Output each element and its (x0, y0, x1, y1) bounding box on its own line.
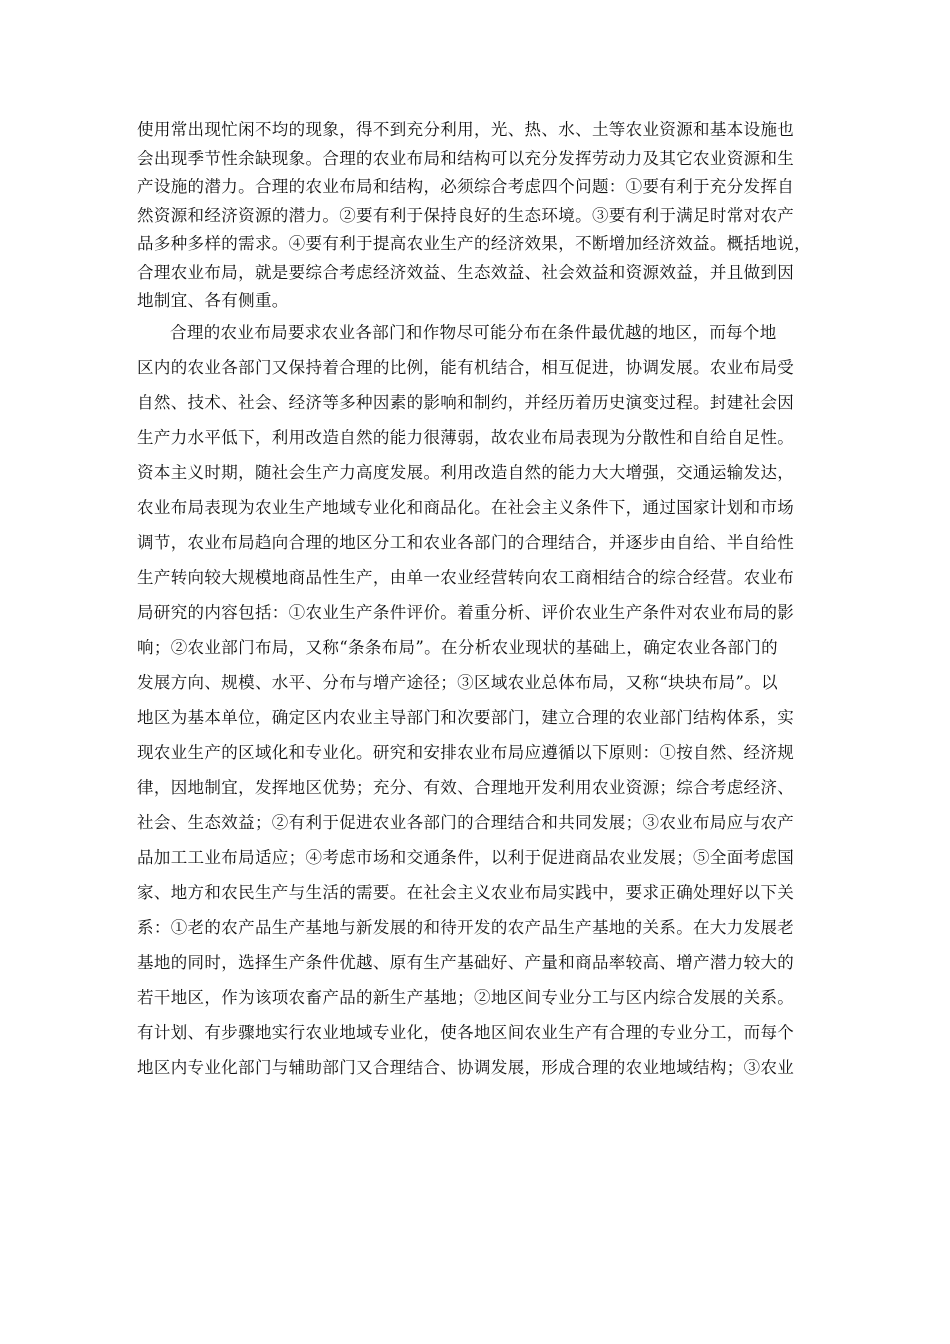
text-line: 律，因地制宜，发挥地区优势；充分、有效、合理地开发利用农业资源；综合考虑经济、 (137, 778, 795, 797)
text-line: 响；②农业部门布局，又称“条条布局”。在分析农业现状的基础上，确定农业各部门的 (137, 638, 779, 657)
text-line: 发展方向、规模、水平、分布与增产途径；③区域农业总体布局，又称“块块布局”。以 (137, 673, 779, 692)
text-line: 然资源和经济资源的潜力。②要有利于保持良好的生态环境。③要有利于满足时常对农产 (137, 206, 795, 225)
text-line: 品多种多样的需求。④要有利于提高农业生产的经济效果，不断增加经济效益。概括地说， (137, 234, 811, 253)
text-line: 资本主义时期，随社会生产力高度发展。利用改造自然的能力大大增强，交通运输发达， (137, 463, 795, 482)
text-line: 生产力水平低下，利用改造自然的能力很薄弱，故农业布局表现为分散性和自给自足性。 (137, 428, 795, 447)
text-line: 家、地方和农民生产与生活的需要。在社会主义农业布局实践中，要求正确处理好以下关 (137, 883, 795, 902)
text-line: 有计划、有步骤地实行农业地域专业化，使各地区间农业生产有合理的专业分工，而每个 (137, 1023, 795, 1042)
text-line: 地区内专业化部门与辅助部门又合理结合、协调发展，形成合理的农业地域结构；③农业 (137, 1058, 795, 1077)
text-line: 地区为基本单位，确定区内农业主导部门和次要部门，建立合理的农业部门结构体系，实 (137, 708, 795, 727)
text-line: 社会、生态效益；②有利于促进农业各部门的合理结合和共同发展；③农业布局应与农产 (137, 813, 795, 832)
text-line: 会出现季节性余缺现象。合理的农业布局和结构可以充分发挥劳动力及其它农业资源和生 (137, 149, 795, 168)
text-line: 农业布局表现为农业生产地域专业化和商品化。在社会主义条件下，通过国家计划和市场 (137, 498, 795, 517)
text-line: 合理的农业布局要求农业各部门和作物尽可能分布在条件最优越的地区，而每个地 (170, 323, 777, 342)
text-line: 区内的农业各部门又保持着合理的比例，能有机结合，相互促进，协调发展。农业布局受 (137, 358, 795, 377)
text-line: 局研究的内容包括：①农业生产条件评价。着重分析、评价农业生产条件对农业布局的影 (137, 603, 795, 622)
text-line: 系：①老的农产品生产基地与新发展的和待开发的农产品生产基地的关系。在大力发展老 (137, 918, 795, 937)
text-line: 品加工工业布局适应；④考虑市场和交通条件，以利于促进商品农业发展；⑤全面考虑国 (137, 848, 795, 867)
text-line: 现农业生产的区域化和专业化。研究和安排农业布局应遵循以下原则：①按自然、经济规 (137, 743, 795, 762)
text-line: 生产转向较大规模地商品性生产，由单一农业经营转向农工商相结合的综合经营。农业布 (137, 568, 795, 587)
text-line: 产设施的潜力。合理的农业布局和结构，必须综合考虑四个问题：①要有利于充分发挥自 (137, 177, 795, 196)
text-line: 使用常出现忙闲不均的现象，得不到充分利用，光、热、水、土等农业资源和基本设施也 (137, 120, 795, 139)
text-line: 基地的同时，选择生产条件优越、原有生产基础好、产量和商品率较高、增产潜力较大的 (137, 953, 795, 972)
text-line: 调节，农业布局趋向合理的地区分工和农业各部门的合理结合，并逐步由自给、半自给性 (137, 533, 795, 552)
text-line: 合理农业布局，就是要综合考虑经济效益、生态效益、社会效益和资源效益，并且做到因 (137, 263, 795, 282)
text-line: 若干地区，作为该项农畜产品的新生产基地；②地区间专业分工与区内综合发展的关系。 (137, 988, 795, 1007)
text-line: 自然、技术、社会、经济等多种因素的影响和制约，并经历着历史演变过程。封建社会因 (137, 393, 795, 412)
text-line: 地制宜、各有侧重。 (137, 291, 289, 310)
